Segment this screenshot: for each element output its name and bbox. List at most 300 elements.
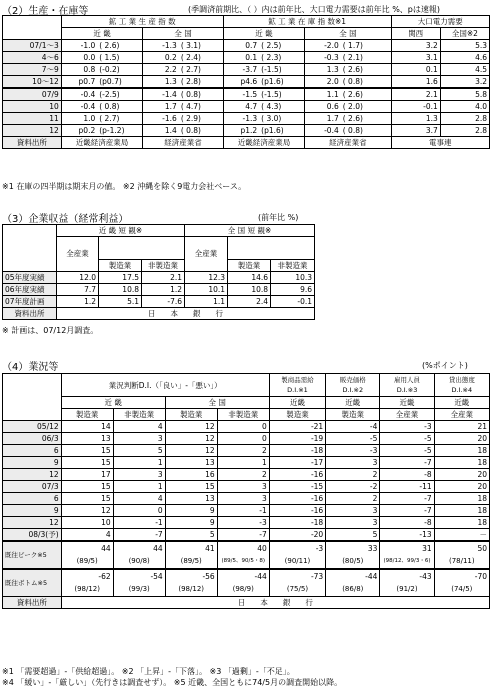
production-inventory-table <box>2 15 490 149</box>
table-cell: ( 2.7) <box>179 64 223 76</box>
table-cell: 31 <box>380 541 434 555</box>
table-cell: -7 <box>380 457 434 469</box>
table-cell: 9 <box>165 505 217 517</box>
table-cell: 12.3 <box>185 271 228 283</box>
table-cell: 12 <box>3 125 62 137</box>
table-row <box>3 481 490 493</box>
table-cell: 9 <box>3 505 62 517</box>
table-cell: 1.3 <box>143 76 179 89</box>
table-cell: 07/3 <box>3 481 62 493</box>
table-cell: 07/1〜3 <box>3 40 62 52</box>
table-cell: 33 <box>326 541 380 555</box>
table-cell: 5.1 <box>99 295 142 307</box>
sec4-extra-head-3: 雇用人員 D.I.※3 <box>380 374 434 397</box>
table-cell: (86/8) <box>326 583 380 596</box>
sec4-region-head: 全 国 <box>165 397 269 409</box>
sec4-di-header: 業況判断D.I.（「良い」-「悪い」） <box>61 374 269 397</box>
table-cell: -0.3 <box>305 52 341 64</box>
table-cell: (80/5) <box>326 555 380 569</box>
table-cell: 2.2 <box>143 64 179 76</box>
table-cell: 10 <box>61 517 113 529</box>
table-cell: 9.6 <box>271 283 315 295</box>
table-cell: 1.4 <box>143 125 179 137</box>
sec2-subhead: 全 国 <box>305 28 391 40</box>
table-cell: 3 <box>326 505 380 517</box>
table-cell: 12 <box>165 421 217 433</box>
table-cell: (99/3) <box>113 583 165 596</box>
table-cell: -1 <box>217 505 269 517</box>
table-cell: -0.1 <box>271 295 315 307</box>
table-cell: (89/5) <box>61 555 113 569</box>
sec3-subhead: 全産業 <box>57 237 99 260</box>
table-cell: -20 <box>269 529 325 542</box>
sec4-footnote-2: ※4 「緩い」-「厳しい」（先行きは調査せず）。 ※5 近畿、全国ともに74/5月の調査開始以降。 <box>2 678 343 687</box>
table-row <box>3 505 490 517</box>
table-cell: 3 <box>217 493 269 505</box>
sec3-subhead: 全産業 <box>185 237 228 260</box>
table-cell: 1.6 <box>391 76 440 89</box>
table-row <box>3 445 490 457</box>
table-cell: 44 <box>113 541 165 555</box>
sec2-unit-note: (季調済前期比、（ ）内は前年比、大口電力需要は前年比 %、pは速報) <box>188 5 441 14</box>
table-cell: (98/12) <box>165 583 217 596</box>
table-cell: 17 <box>61 469 113 481</box>
sec3-blank <box>57 259 99 271</box>
table-cell: -7 <box>380 505 434 517</box>
table-row <box>3 493 490 505</box>
table-cell: 1 <box>113 457 165 469</box>
table-row <box>3 40 490 52</box>
table-cell: -43 <box>380 569 434 583</box>
table-cell: 40 <box>217 541 269 555</box>
table-cell: ( 0.8) <box>97 101 143 113</box>
sec4-region-head: 近 畿 <box>61 397 165 409</box>
table-cell: p0.7 <box>61 76 97 89</box>
table-row <box>3 125 490 137</box>
sec3-subhead: 製造業 <box>228 259 271 271</box>
table-cell: 0.8 <box>61 64 97 76</box>
table-cell: -2 <box>326 481 380 493</box>
table-cell: -7 <box>380 493 434 505</box>
sec3-corner2 <box>3 237 57 260</box>
table-cell: 3.7 <box>391 125 440 137</box>
corporate-earnings-table <box>2 224 315 320</box>
table-cell: 12 <box>165 445 217 457</box>
table-cell: -1.3 <box>143 40 179 52</box>
sec4-subhead: 製造業 <box>61 409 113 421</box>
table-cell: ( 4.3) <box>259 101 305 113</box>
table-cell: -1.6 <box>143 113 179 125</box>
table-cell: 3.1 <box>391 52 440 64</box>
table-cell: 4.7 <box>223 101 259 113</box>
table-cell: 4 <box>113 421 165 433</box>
table-cell: 4 <box>113 493 165 505</box>
table-cell: -2.0 <box>305 40 341 52</box>
sec2-subhead: 全 国 <box>143 28 223 40</box>
table-cell: -3.7 <box>223 64 259 76</box>
table-row <box>3 555 490 569</box>
table-cell: 6 <box>3 493 62 505</box>
table-cell: ( 2.6) <box>341 64 391 76</box>
table-cell: -5 <box>380 433 434 445</box>
table-cell: ( 1.7) <box>341 40 391 52</box>
sec2-corner <box>3 16 62 28</box>
table-cell: 18 <box>434 517 489 529</box>
table-cell: -0.4 <box>61 88 97 101</box>
sec3-corner3 <box>3 259 57 271</box>
table-cell: 4〜6 <box>3 52 62 64</box>
table-cell: -44 <box>217 569 269 583</box>
table-cell: 20 <box>434 481 489 493</box>
sec4-region-head: 近畿 <box>269 397 325 409</box>
table-cell: 5 <box>113 445 165 457</box>
table-cell: -8 <box>380 469 434 481</box>
sec4-title: （4）業況等 <box>2 362 59 373</box>
table-cell: 5 <box>165 529 217 542</box>
table-row <box>3 64 490 76</box>
table-cell: 12 <box>3 517 62 529</box>
sec3-subhead: 非製造業 <box>142 259 185 271</box>
table-cell: (75/5) <box>269 583 325 596</box>
table-cell: 20 <box>434 469 489 481</box>
table-cell: 1.2 <box>57 295 99 307</box>
sec2-source: 近畿経済産業局 <box>223 137 305 149</box>
table-cell: 44 <box>61 541 113 555</box>
table-cell: (89/5、90/5・8) <box>217 555 269 569</box>
business-conditions-table <box>2 373 490 609</box>
table-cell: 0 <box>217 433 269 445</box>
table-cell: 08/3(予) <box>3 529 62 542</box>
table-cell: 3 <box>113 469 165 481</box>
table-cell: ( 2.1) <box>341 52 391 64</box>
sec3-group-national: 全 国 短 観※ <box>185 225 315 237</box>
table-cell: 1.3 <box>391 113 440 125</box>
table-cell: p4.6 <box>223 76 259 89</box>
table-row <box>3 529 490 542</box>
table-cell: 07/9 <box>3 88 62 101</box>
sec3-spacer <box>228 237 315 260</box>
table-cell: ( 4.7) <box>179 101 223 113</box>
sec4-subhead: 非製造業 <box>113 409 165 421</box>
table-cell: ( 2.6) <box>97 40 143 52</box>
table-cell: ( 3.0) <box>259 113 305 125</box>
table-cell: 10.3 <box>271 271 315 283</box>
table-cell: 13 <box>165 493 217 505</box>
sec2-source: 近畿経済産業局 <box>61 137 143 149</box>
sec4-source-label: 資料出所 <box>3 597 62 609</box>
table-cell: -1.0 <box>61 40 97 52</box>
sec2-group-inventory: 鉱 工 業 在 庫 指 数※1 <box>223 16 391 28</box>
table-cell: 0 <box>113 505 165 517</box>
sec4-subhead: 製造業 <box>326 409 380 421</box>
table-cell: (-1.5) <box>259 64 305 76</box>
table-cell: (90/11) <box>269 555 325 569</box>
table-cell: (91/2) <box>380 583 434 596</box>
table-cell: (-0.2) <box>97 64 143 76</box>
table-cell: ( 0.8) <box>179 125 223 137</box>
table-cell: 1.0 <box>61 113 97 125</box>
table-row <box>3 433 490 445</box>
sec4-extra-head-2: 販売価格 D.I.※2 <box>326 374 380 397</box>
sec4-subhead: 全産業 <box>380 409 434 421</box>
table-cell: (p1.6) <box>259 125 305 137</box>
table-cell: 12 <box>165 433 217 445</box>
table-cell: 2 <box>326 469 380 481</box>
sec2-source-label: 資料出所 <box>3 137 62 149</box>
table-cell: -0.4 <box>305 125 341 137</box>
sec4-extra-head-4: 貸出態度 D.I.※4 <box>434 374 489 397</box>
table-cell: -3 <box>326 445 380 457</box>
table-cell: 15 <box>61 457 113 469</box>
sec2-subhead: 関西 <box>391 28 440 40</box>
table-cell: 3.2 <box>391 40 440 52</box>
table-cell: (89/5) <box>165 555 217 569</box>
table-cell: ( 2.3) <box>259 52 305 64</box>
table-cell: 0.1 <box>223 52 259 64</box>
sec2-subhead: 全国※2 <box>440 28 489 40</box>
table-cell: 1 <box>217 457 269 469</box>
table-cell: 2.8 <box>440 125 489 137</box>
table-cell: -73 <box>269 569 325 583</box>
table-row <box>3 76 490 89</box>
table-cell: 06年度実績 <box>3 283 57 295</box>
table-row <box>3 283 315 295</box>
table-cell: 5.8 <box>440 88 489 101</box>
table-cell: 3 <box>217 481 269 493</box>
table-cell: 20 <box>434 433 489 445</box>
table-cell: 2 <box>217 445 269 457</box>
table-cell: (98/12) <box>61 583 113 596</box>
table-cell: 1.7 <box>305 113 341 125</box>
sec2-source: 経済産業省 <box>143 137 223 149</box>
table-cell: -15 <box>269 481 325 493</box>
table-cell: 14 <box>61 421 113 433</box>
table-cell: 41 <box>165 541 217 555</box>
table-cell: 0.0 <box>61 52 97 64</box>
table-cell: 10〜12 <box>3 76 62 89</box>
table-cell: -0.4 <box>61 101 97 113</box>
table-cell: -5 <box>326 433 380 445</box>
table-cell: 2.1 <box>391 88 440 101</box>
sec4-corner2 <box>3 397 62 409</box>
table-cell: ( 2.6) <box>341 113 391 125</box>
table-cell: 1.3 <box>305 64 341 76</box>
table-cell: 1.7 <box>143 101 179 113</box>
table-cell: -18 <box>269 517 325 529</box>
sec3-spacer <box>99 237 185 260</box>
table-cell: ( 2.0) <box>341 101 391 113</box>
table-cell: -18 <box>269 445 325 457</box>
table-cell: -7 <box>113 529 165 542</box>
table-cell: (98/9) <box>217 583 269 596</box>
sec3-title: （3）企業収益（経常利益） <box>2 214 129 225</box>
table-cell: 14.6 <box>228 271 271 283</box>
table-cell: 10.8 <box>99 283 142 295</box>
table-cell: 16 <box>165 469 217 481</box>
table-row <box>3 541 490 555</box>
sec4-region-head: 近畿 <box>326 397 380 409</box>
sec3-source: 日 本 銀 行 <box>57 307 315 319</box>
table-cell: 2 <box>326 493 380 505</box>
table-cell: -16 <box>269 505 325 517</box>
table-row <box>3 457 490 469</box>
table-cell: 10.1 <box>185 283 228 295</box>
table-cell: (-2.5) <box>97 88 143 101</box>
table-cell: ( 2.5) <box>259 40 305 52</box>
table-cell: -4 <box>326 421 380 433</box>
sec4-subhead: 製造業 <box>165 409 217 421</box>
table-cell: ( 2.8) <box>179 76 223 89</box>
table-cell: (98/12、99/3・6) <box>380 555 434 569</box>
sec4-extra-head-1: 製商品需給 D.I.※1 <box>269 374 325 397</box>
table-cell: -70 <box>434 569 489 583</box>
table-cell: -7.6 <box>142 295 185 307</box>
table-cell: 5.3 <box>440 40 489 52</box>
table-cell: 10.8 <box>228 283 271 295</box>
table-cell: 06/3 <box>3 433 62 445</box>
sec3-unit-note: (前年比 %) <box>258 213 299 222</box>
sec4-footnote-1: ※1 「需要超過」-「供給超過」。 ※2 「上昇」-「下落」。 ※3 「過剰」-「不足」。 <box>2 667 295 676</box>
table-cell: p0.2 <box>61 125 97 137</box>
table-cell: ( 0.8) <box>341 125 391 137</box>
table-cell: -7 <box>217 529 269 542</box>
table-cell: 9 <box>165 517 217 529</box>
sec2-corner2 <box>3 28 62 40</box>
table-cell: -0.1 <box>391 101 440 113</box>
table-cell: 18 <box>434 445 489 457</box>
table-cell: -3 <box>217 517 269 529</box>
table-cell: p1.2 <box>223 125 259 137</box>
table-cell: -1.4 <box>143 88 179 101</box>
table-cell: (p0.7) <box>97 76 143 89</box>
sec3-source-label: 資料出所 <box>3 307 57 319</box>
table-cell: ( 2.9) <box>179 113 223 125</box>
table-cell: 既往ピーク※5 <box>3 541 62 569</box>
table-cell: 10 <box>3 101 62 113</box>
sec3-blank <box>185 259 228 271</box>
table-cell: 1.1 <box>305 88 341 101</box>
table-cell: 4.0 <box>440 101 489 113</box>
table-cell: 17.5 <box>99 271 142 283</box>
table-cell: 0.1 <box>391 64 440 76</box>
sec3-subhead: 非製造業 <box>271 259 315 271</box>
table-row <box>3 421 490 433</box>
table-cell: 50 <box>434 541 489 555</box>
table-cell: (78/11) <box>434 555 489 569</box>
sec2-title: （2）生産・在庫等 <box>2 6 89 17</box>
table-cell: 15 <box>61 445 113 457</box>
table-cell: 3 <box>326 517 380 529</box>
table-cell: 4.5 <box>440 64 489 76</box>
table-cell: -1.3 <box>223 113 259 125</box>
table-cell: -3 <box>380 421 434 433</box>
table-row <box>3 469 490 481</box>
sec2-group-production: 鉱 工 業 生 産 指 数 <box>61 16 223 28</box>
table-cell: 3.2 <box>440 76 489 89</box>
table-cell: 21 <box>434 421 489 433</box>
sec4-subhead: 製造業 <box>269 409 325 421</box>
table-cell: 0.6 <box>305 101 341 113</box>
table-row <box>3 52 490 64</box>
table-cell: 2.0 <box>305 76 341 89</box>
table-cell: 1.1 <box>185 295 228 307</box>
sec3-subhead: 製造業 <box>99 259 142 271</box>
table-cell: 4.6 <box>440 52 489 64</box>
table-cell: 1 <box>113 481 165 493</box>
table-cell: -21 <box>269 421 325 433</box>
table-cell: 2 <box>217 469 269 481</box>
table-cell: 2.1 <box>142 271 185 283</box>
sec4-source: 日 本 銀 行 <box>61 597 489 609</box>
table-cell: 12.0 <box>57 271 99 283</box>
sec3-group-kinki: 近 畿 短 観※ <box>57 225 185 237</box>
table-row <box>3 295 315 307</box>
table-cell: 18 <box>434 493 489 505</box>
sec2-subhead: 近 畿 <box>61 28 143 40</box>
table-cell: 0.7 <box>223 40 259 52</box>
table-cell: (p1.6) <box>259 76 305 89</box>
table-cell: 2.8 <box>440 113 489 125</box>
table-cell: (90/8) <box>113 555 165 569</box>
table-cell: 12 <box>61 505 113 517</box>
table-cell: 15 <box>61 481 113 493</box>
table-cell: 0.2 <box>143 52 179 64</box>
table-cell: 07年度計画 <box>3 295 57 307</box>
table-cell: 13 <box>165 457 217 469</box>
table-row <box>3 113 490 125</box>
table-row <box>3 583 490 596</box>
table-cell: 15 <box>165 481 217 493</box>
table-cell: -16 <box>269 493 325 505</box>
table-cell: ( 0.8) <box>179 88 223 101</box>
table-cell: 05/12 <box>3 421 62 433</box>
sec3-corner <box>3 225 57 237</box>
table-cell: 13 <box>61 433 113 445</box>
table-cell: -11 <box>380 481 434 493</box>
sec2-source: 経済産業省 <box>305 137 391 149</box>
table-row <box>3 101 490 113</box>
table-cell: 15 <box>61 493 113 505</box>
table-cell: 0 <box>217 421 269 433</box>
table-row <box>3 517 490 529</box>
sec4-region-head: 近畿 <box>380 397 434 409</box>
table-cell: -13 <box>380 529 434 542</box>
table-cell: ( 2.4) <box>179 52 223 64</box>
table-cell: 4 <box>61 529 113 542</box>
table-cell: 既往ボトム※5 <box>3 569 62 597</box>
table-cell: (-1.5) <box>259 88 305 101</box>
table-cell: 2.4 <box>228 295 271 307</box>
sec2-footnote: ※1 在庫の四半期は期末月の値。 ※2 沖縄を除く9電力会社ベース。 <box>2 182 247 191</box>
sec4-subhead: 全産業 <box>434 409 489 421</box>
table-cell: -5 <box>380 445 434 457</box>
table-cell: -1.5 <box>223 88 259 101</box>
sec4-subhead: 非製造業 <box>217 409 269 421</box>
table-cell: -3 <box>269 541 325 555</box>
table-cell: 6 <box>3 445 62 457</box>
table-cell: ( 1.5) <box>97 52 143 64</box>
sec4-region-head: 近畿 <box>434 397 489 409</box>
table-cell: 11 <box>3 113 62 125</box>
sec2-group-power: 大口電力需要 <box>391 16 489 28</box>
table-cell: ( 2.6) <box>341 88 391 101</box>
table-cell: (p-1.2) <box>97 125 143 137</box>
table-cell: － <box>434 529 489 542</box>
table-cell: -19 <box>269 433 325 445</box>
sec3-footnote: ※ 計画は、07/12月調査。 <box>2 326 99 335</box>
table-cell: -56 <box>165 569 217 583</box>
table-cell: 12 <box>3 469 62 481</box>
